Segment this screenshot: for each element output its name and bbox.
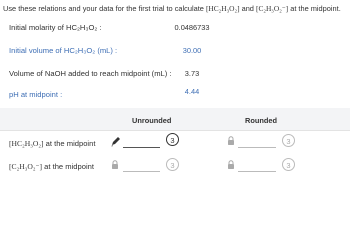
- instructions-prefix: Use these relations and your data for the first trial to calculate: [3, 4, 206, 13]
- naoh-volume-value: 3.73: [184, 69, 200, 78]
- base-unrounded-input: [123, 171, 160, 172]
- acid-unrounded-sig-figs-badge[interactable]: 3: [166, 133, 179, 146]
- lock-icon: [111, 160, 119, 170]
- acid-rounded-input: [238, 147, 276, 148]
- ph-midpoint-label: pH at midpoint :: [9, 90, 63, 99]
- base-rounded-input: [238, 171, 276, 172]
- acid-midpoint-label: [9, 139, 95, 148]
- instructions: [3, 4, 341, 13]
- header-divider: [0, 130, 350, 131]
- instructions-formula-acid: [HC₂H₃O₂]: [205, 4, 240, 13]
- instructions-formula-base: [C₂H₃O₂⁻]: [255, 4, 289, 13]
- lock-icon: [227, 136, 235, 146]
- pencil-icon: [110, 135, 120, 147]
- initial-volume-label: Initial volume of HC₂H₃O₂ (mL) :: [9, 46, 118, 55]
- acid-formula: [HC₂H₃O₂]: [9, 139, 44, 148]
- base-label-suffix: at the midpoint: [42, 162, 94, 171]
- column-header-band: [0, 108, 350, 130]
- base-rounded-sig-figs-badge: 3: [282, 158, 295, 171]
- acid-rounded-sig-figs-badge: 3: [282, 134, 295, 147]
- acid-label-suffix: at the midpoint: [43, 139, 96, 148]
- unrounded-column-header: Unrounded: [132, 116, 172, 125]
- naoh-volume-label: Volume of NaOH added to reach midpoint (mL) :: [9, 69, 172, 78]
- initial-volume-value: 30.00: [182, 46, 202, 55]
- ph-midpoint-value: 4.44: [184, 87, 200, 96]
- instructions-suffix: at the midpoint.: [288, 4, 341, 13]
- rounded-column-header: Rounded: [245, 116, 278, 125]
- initial-molarity-value: 0.0486733: [174, 23, 210, 32]
- base-midpoint-label: [9, 162, 94, 171]
- base-formula: [C₂H₃O₂⁻]: [9, 162, 43, 171]
- lock-icon: [227, 160, 235, 170]
- instructions-mid: and: [239, 4, 256, 13]
- base-unrounded-sig-figs-badge: 3: [166, 158, 179, 171]
- initial-molarity-label: Initial molarity of HC₂H₃O₂ :: [9, 23, 102, 32]
- acid-unrounded-input[interactable]: [123, 147, 160, 148]
